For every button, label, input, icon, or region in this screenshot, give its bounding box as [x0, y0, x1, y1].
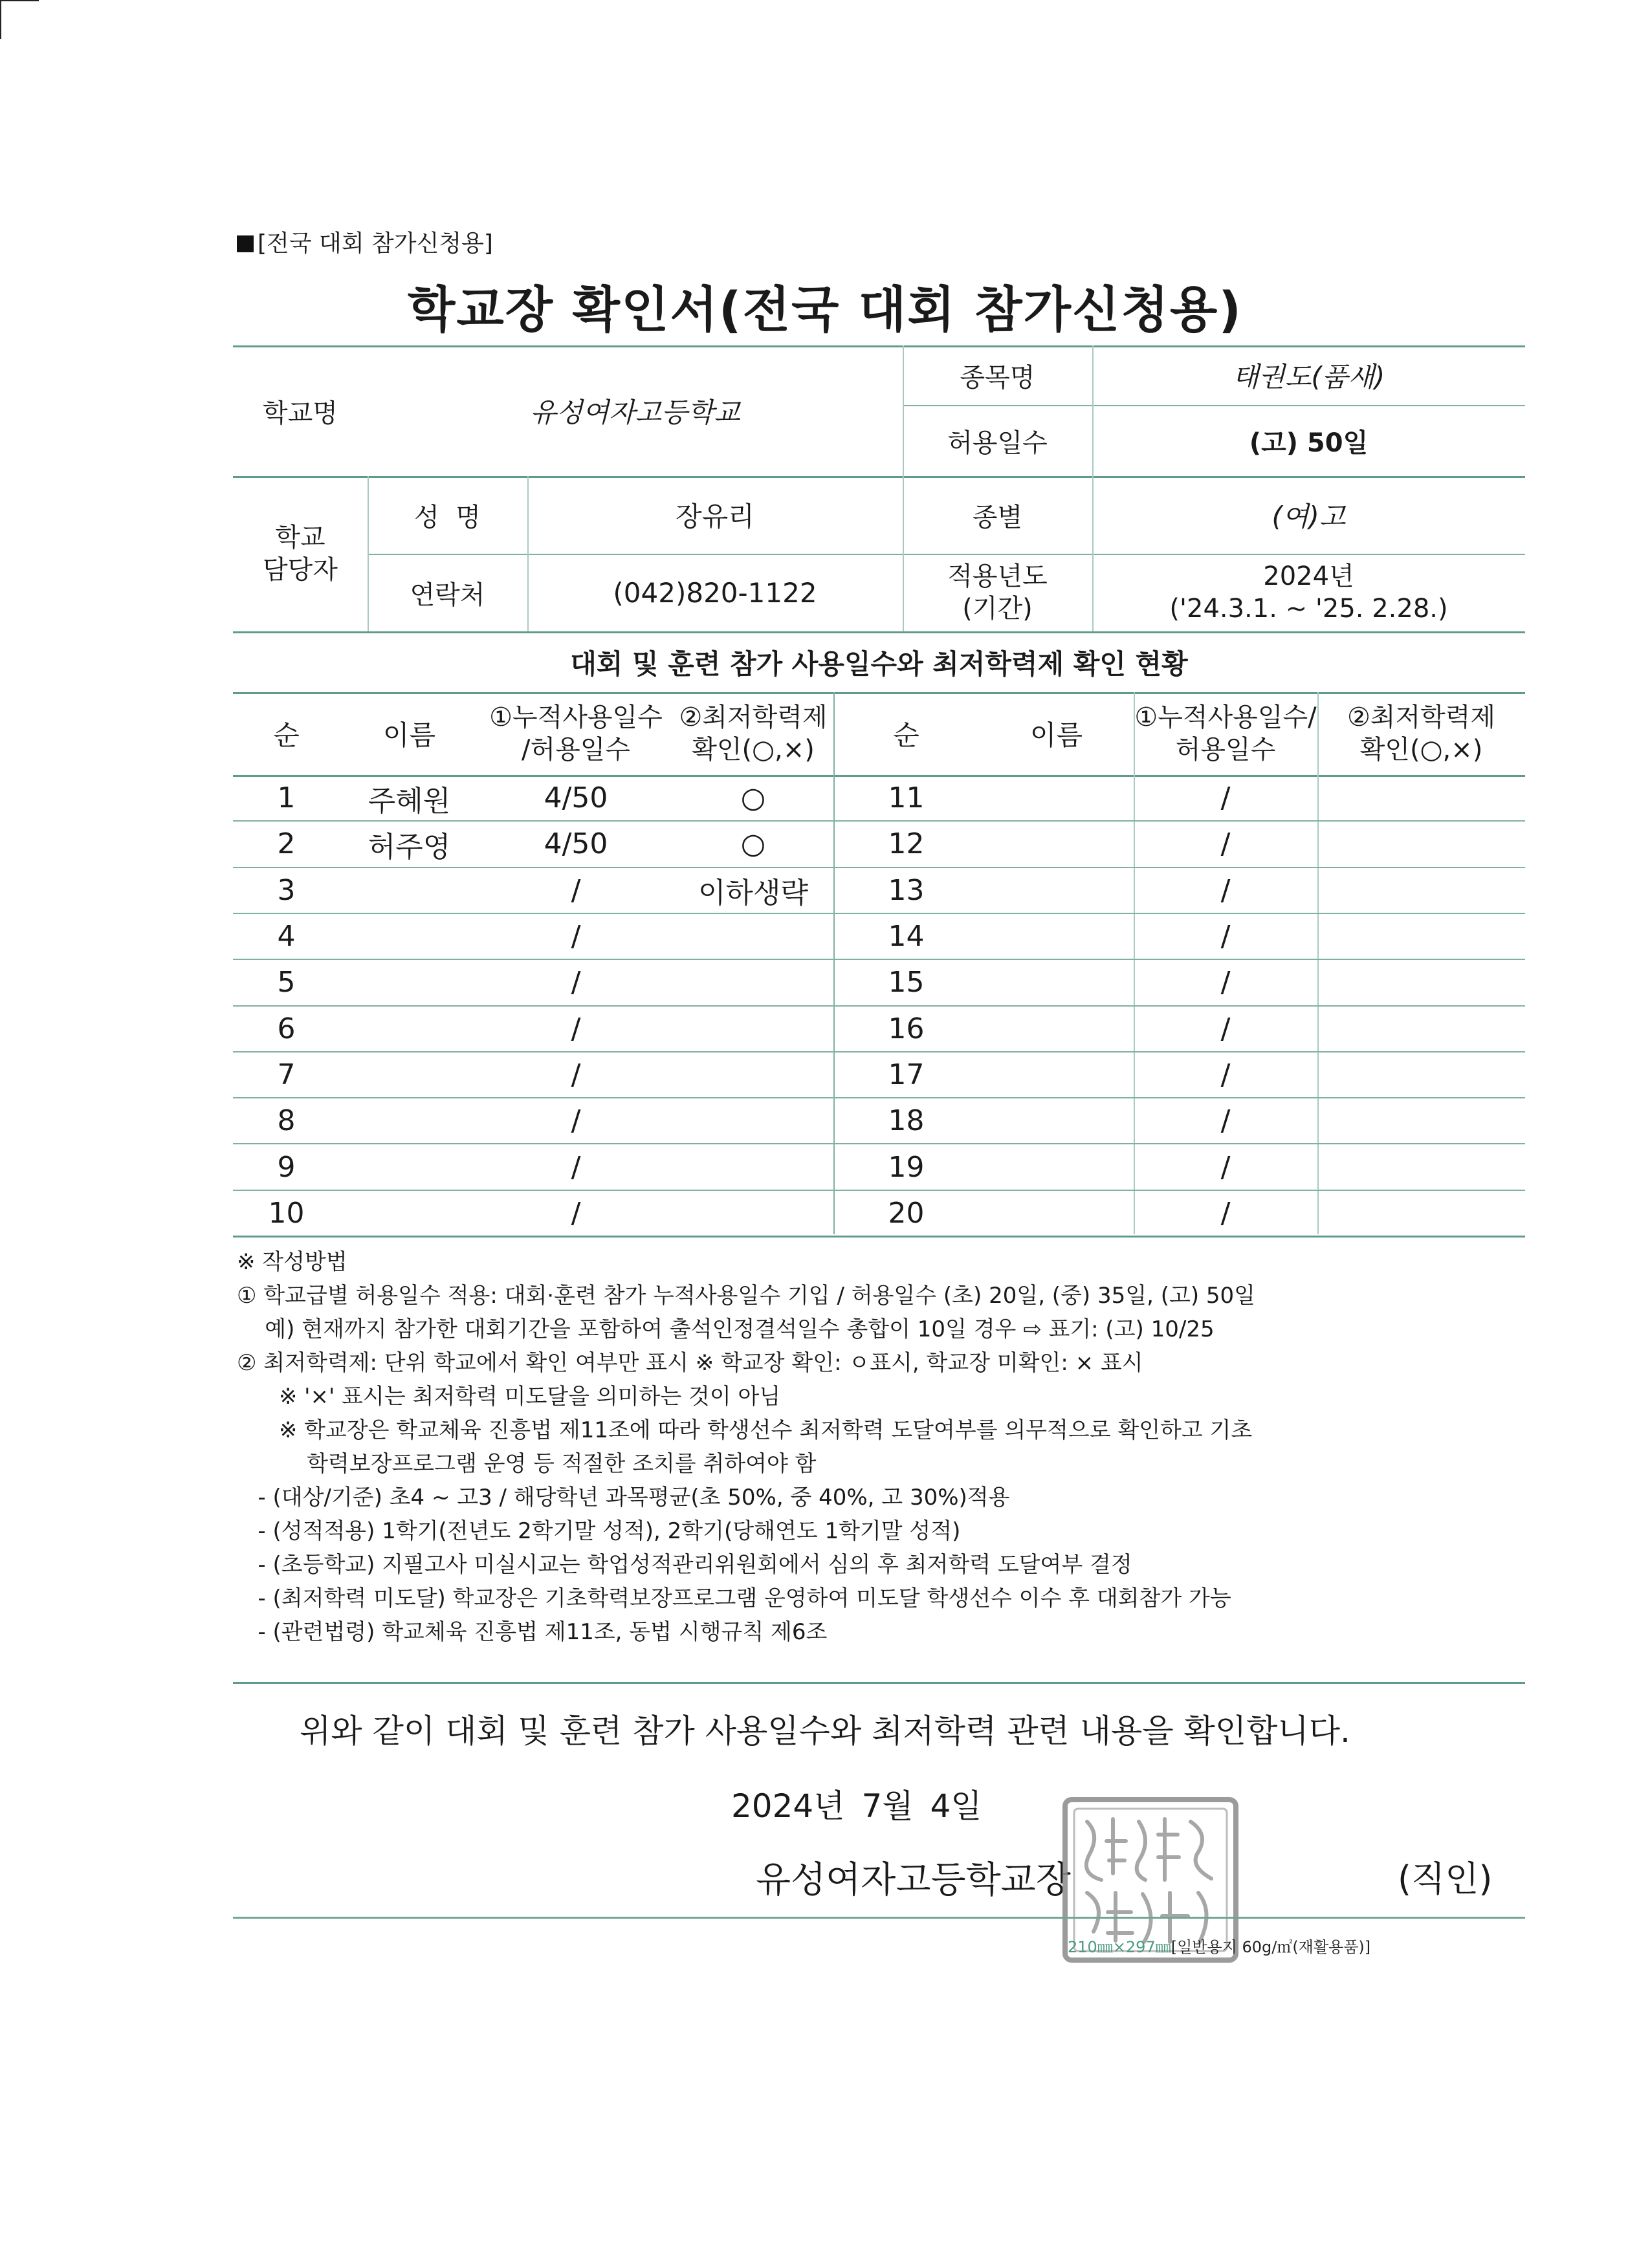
row-check: [1317, 1052, 1525, 1098]
row-check: 이하생략: [698, 877, 808, 910]
rule: [233, 1682, 1525, 1684]
col-header-line: ②최저학력제: [1347, 703, 1496, 732]
row-days: /: [571, 1058, 581, 1091]
col-header-name: 이름: [1029, 719, 1083, 751]
col-header-line: 확인(○,×): [692, 735, 815, 765]
row-check: [1317, 821, 1525, 867]
row-days: /: [1220, 1196, 1231, 1230]
col-header-check: [1317, 692, 1525, 775]
row-name: [340, 1144, 479, 1190]
row-number: 14: [888, 920, 925, 954]
school-name-value: 유성여자고등학교: [530, 397, 740, 428]
col-header-no: 순: [273, 719, 300, 751]
row-name: [979, 775, 1134, 821]
row-name: [979, 1052, 1134, 1098]
row-number: 11: [888, 781, 925, 815]
rule: [233, 1917, 1525, 1919]
applied-period: ('24.3.1. ~ '25. 2.28.): [1169, 594, 1448, 624]
manager-label-line: 담당자: [263, 555, 338, 585]
row-check: [673, 1190, 833, 1236]
row-name: [979, 821, 1134, 867]
row-number: 1: [277, 781, 296, 815]
allowed-days-label: 허용일수: [947, 428, 1048, 458]
row-rule: [233, 1236, 1525, 1238]
row-check: ○: [740, 827, 766, 861]
applied-year-label-line: (기간): [962, 594, 1033, 624]
col-header-days: [479, 692, 673, 775]
row-number: 5: [277, 966, 296, 999]
row-check: [673, 913, 833, 959]
row-name: [340, 867, 479, 913]
row-number: 8: [277, 1104, 296, 1138]
document-category: [전국 대회 참가신청용]: [237, 225, 493, 258]
applied-year: 2024년: [1263, 562, 1354, 591]
row-days: 4/50: [544, 781, 608, 815]
notes-list: [237, 1279, 1531, 1649]
row-name: [340, 1098, 479, 1144]
note-line: ※ '×' 표시는 최저학력 미도달을 의미하는 것이 아님: [237, 1384, 781, 1410]
note-line: 학력보장프로그램 운영 등 적절한 조치를 취하여야 함: [237, 1451, 817, 1477]
confirmation-statement: 위와 같이 대회 및 훈련 참가 사용일수와 최저학력 관련 내용을 확인합니다.: [300, 1712, 1350, 1750]
contact-label: 연락처: [410, 580, 485, 610]
row-days: /: [571, 966, 581, 999]
seal-label: (직인): [1398, 1859, 1493, 1899]
row-check: [1317, 1190, 1525, 1236]
col-header-line: ②최저학력제: [679, 703, 828, 732]
row-check: [1317, 959, 1525, 1005]
row-number: 20: [888, 1196, 925, 1230]
row-days: /: [571, 1104, 581, 1138]
note-line: 예) 현재까지 참가한 대회기간을 포함하여 출석인정결석일수 총합이 10일 경우 ⇨ 표기: (고) 10/25: [237, 1316, 1215, 1342]
row-name: [340, 1190, 479, 1236]
issue-date: 2024년 7월 4일: [731, 1787, 982, 1825]
row-name: 허주영: [368, 830, 451, 864]
notes-heading: ※ 작성방법: [237, 1249, 347, 1275]
row-check: [1317, 1098, 1525, 1144]
col-header-line: ①누적사용일수/: [1134, 703, 1317, 732]
note-line: ※ 학교장은 학교체육 진흥법 제11조에 따라 학생선수 최저학력 도달여부를 의무적으로 확인하고 기초: [237, 1417, 1253, 1443]
square-bullet-icon: [237, 235, 254, 252]
row-days: /: [571, 873, 581, 907]
row-days: /: [1220, 966, 1231, 999]
row-check: [673, 1006, 833, 1052]
col-header-line: 확인(○,×): [1359, 735, 1483, 765]
applied-year-label: [903, 554, 1092, 631]
col-header-line: /허용일수: [521, 735, 631, 765]
row-name: [340, 959, 479, 1005]
note-line: - (최저학력 미도달) 학교장은 기초학력보장프로그램 운영하여 미도달 학생선수 이수 후 대회참가 가능: [237, 1586, 1231, 1611]
corner-mark: [0, 0, 39, 1]
row-number: 18: [888, 1104, 925, 1138]
row-name: 주혜원: [368, 784, 451, 818]
row-number: 4: [277, 920, 296, 954]
row-check: [1317, 1144, 1525, 1190]
event-value: 태권도(품새): [1232, 361, 1385, 393]
col-header-name: 이름: [382, 719, 436, 751]
row-days: /: [1220, 1104, 1231, 1138]
row-check: [673, 1098, 833, 1144]
row-check: [1317, 1006, 1525, 1052]
row-number: 15: [888, 966, 925, 999]
row-name: [340, 1006, 479, 1052]
contact-value: (042)820-1122: [613, 576, 817, 609]
row-check: ○: [740, 781, 766, 815]
row-check: [1317, 775, 1525, 821]
note-line: ① 학교급별 허용일수 적용: 대회·훈련 참가 누적사용일수 기입 / 허용일수 (초) 20일, (중) 35일, (고) 50일: [237, 1283, 1255, 1309]
row-number: 10: [268, 1196, 305, 1230]
row-days: /: [1220, 920, 1231, 954]
row-number: 19: [888, 1150, 925, 1184]
paper-type: [일반용지 60g/㎡(재활용품)]: [1171, 1938, 1371, 1956]
row-name: [979, 1006, 1134, 1052]
row-days: /: [571, 1012, 581, 1045]
school-name-label: 학교명: [263, 398, 338, 428]
row-check: [673, 1052, 833, 1098]
col-header-check: [673, 692, 833, 775]
col-header-no: 순: [893, 719, 919, 751]
principal-signature: 유성여자고등학교장: [756, 1859, 1071, 1901]
row-name: [979, 913, 1134, 959]
row-days: /: [1220, 781, 1231, 815]
row-number: 3: [277, 873, 296, 907]
row-number: 17: [888, 1058, 925, 1091]
manager-label: [233, 476, 368, 631]
row-days: /: [1220, 827, 1231, 861]
row-days: /: [1220, 1058, 1231, 1091]
col-header-days: [1134, 692, 1317, 775]
note-line: - (성적적용) 1학기(전년도 2학기말 성적), 2학기(당해연도 1학기말 성적): [237, 1518, 961, 1544]
document-title: 학교장 확인서(전국 대회 참가신청용): [407, 281, 1243, 338]
col-header-line: 허용일수: [1175, 735, 1276, 765]
row-number: 12: [888, 827, 925, 861]
note-line: - (대상/기준) 초4 ~ 고3 / 해당학년 과목평균(초 50%, 중 40%, 고 30%)적용: [237, 1485, 1010, 1510]
row-check: [673, 959, 833, 1005]
manager-label-line: 학교: [275, 523, 325, 552]
row-days: /: [1220, 1012, 1231, 1045]
corner-mark: [0, 0, 1, 39]
row-days: /: [571, 1150, 581, 1184]
row-number: 6: [277, 1012, 296, 1045]
applied-year-value: [1092, 554, 1525, 631]
note-line: ② 최저학력제: 단위 학교에서 확인 여부만 표시 ※ 학교장 확인: ㅇ표시, 학교장 미확인: × 표시: [237, 1350, 1143, 1376]
note-line: - (초등학교) 지필고사 미실시교는 학업성적관리위원회에서 심의 후 최저학력 도달여부 결정: [237, 1552, 1132, 1578]
row-name: [979, 1098, 1134, 1144]
applied-year-label-line: 적용년도: [947, 562, 1048, 591]
category-label: 종별: [972, 502, 1023, 532]
row-name: [340, 913, 479, 959]
allowed-days-value: (고) 50일: [1249, 428, 1369, 458]
row-days: /: [571, 920, 581, 954]
status-table-caption: 대회 및 훈련 참가 사용일수와 최저학력제 확인 현황: [570, 648, 1188, 680]
row-number: 13: [888, 873, 925, 907]
row-name: [340, 1052, 479, 1098]
writing-instructions: [237, 1245, 1531, 1649]
paper-spec-footer: [1068, 1934, 1370, 1957]
row-check: [1317, 913, 1525, 959]
col-header-line: ①누적사용일수: [489, 703, 663, 732]
paper-size: 210㎜×297㎜: [1068, 1938, 1171, 1956]
name-value: 장유리: [676, 501, 754, 532]
name-label: 성 명: [414, 502, 481, 532]
row-name: [979, 1190, 1134, 1236]
note-line: - (관련법령) 학교체육 진흥법 제11조, 동법 시행규칙 제6조: [237, 1619, 828, 1645]
row-number: 9: [277, 1150, 296, 1184]
row-number: 16: [888, 1012, 925, 1045]
event-label: 종목명: [960, 362, 1035, 393]
category-value: (여)고: [1271, 501, 1346, 532]
row-days: /: [1220, 1150, 1231, 1184]
row-check: [1317, 867, 1525, 913]
row-days: /: [1220, 873, 1231, 907]
row-name: [979, 959, 1134, 1005]
row-name: [979, 1144, 1134, 1190]
row-check: [673, 1144, 833, 1190]
row-days: 4/50: [544, 827, 608, 861]
row-number: 7: [277, 1058, 296, 1091]
row-name: [979, 867, 1134, 913]
row-days: /: [571, 1196, 581, 1230]
row-number: 2: [277, 827, 296, 861]
